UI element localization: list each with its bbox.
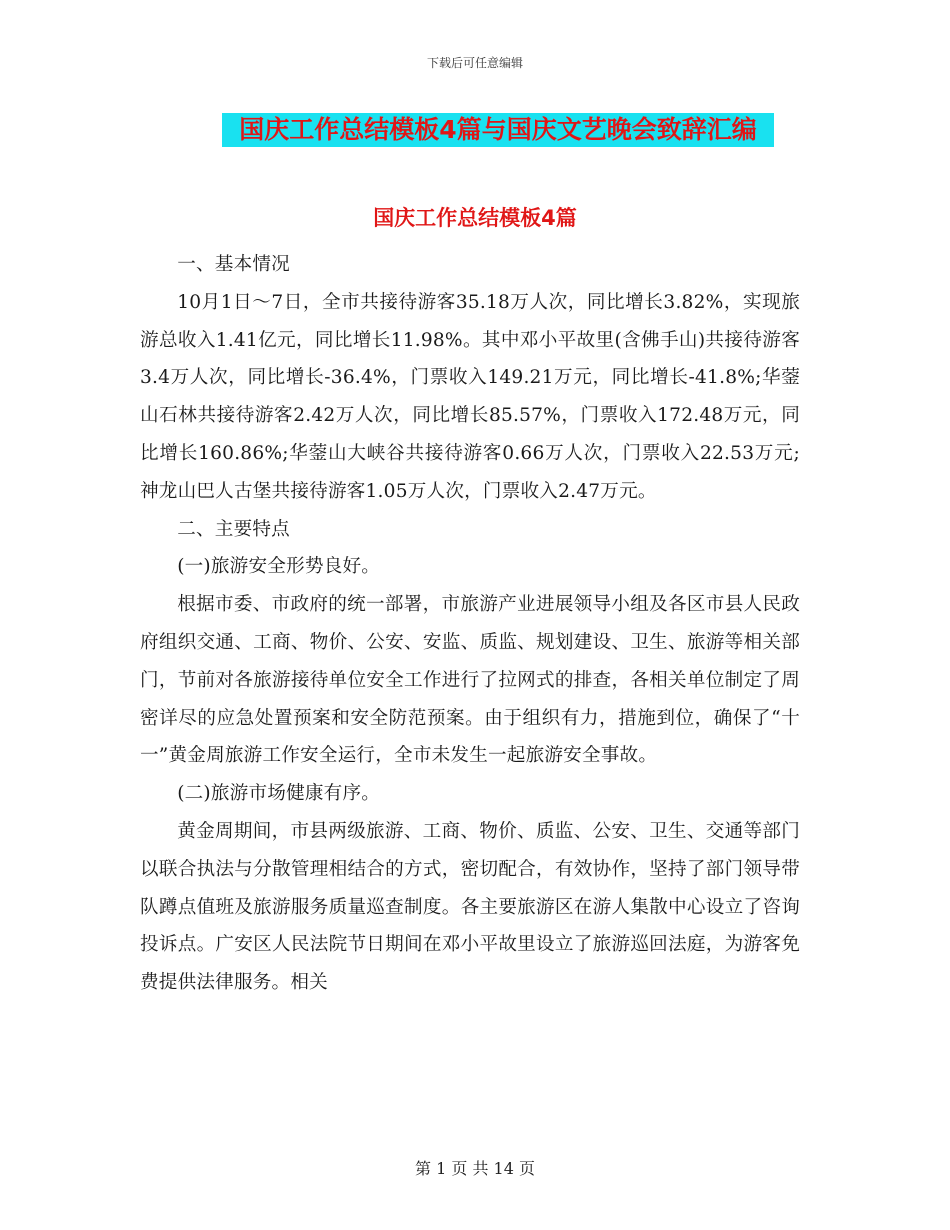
paragraph-market: 黄金周期间，市县两级旅游、工商、物价、质监、公安、卫生、交通等部门以联合执法与分散管理相结合的方式，密切配合，有效协作，坚持了部门领导带队蹲点值班及旅游服务质量巡查制度。各主要旅游区在游人集散中心设立了咨询投诉点。广安区人民法院节日期间在邓小平故里设立了旅游巡回法庭，为游客免费提供法律服务。相关 bbox=[140, 820, 800, 994]
subheading-market: (二)旅游市场健康有序。 bbox=[177, 783, 381, 805]
subheading-safety: (一)旅游安全形势良好。 bbox=[177, 556, 381, 578]
paragraph-safety: 根据市委、市政府的统一部署，市旅游产业进展领导小组及各区市县人民政府组织交通、工商、物价、公安、安监、质监、规划建设、卫生、旅游等相关部门，节前对各旅游接待单位安全工作进行了拉网式的排查，各相关单位制定了周密详尽的应急处置预案和安全防范预案。由于组织有力，措施到位，确保了“十一”黄金周旅游工作安全运行，全市未发生一起旅游安全事故。 bbox=[140, 594, 800, 767]
section-heading-features: 二、主要特点 bbox=[177, 518, 290, 540]
main-title-highlight bbox=[222, 113, 774, 147]
section-heading-basic: 一、基本情况 bbox=[177, 254, 290, 275]
main-title: 国庆工作总结模板4篇与国庆文艺晚会致辞汇编 bbox=[239, 115, 757, 144]
document-body bbox=[140, 246, 800, 1002]
sub-title: 国庆工作总结模板4篇 bbox=[373, 206, 577, 230]
page-header-note: 下载后可任意编辑 bbox=[426, 56, 523, 70]
paragraph-basic-stats: 10月1日～7日，全市共接待游客35.18万人次，同比增长3.82%，实现旅游总收入1.41亿元，同比增长11.98%。其中邓小平故里(含佛手山)共接待游客3.4万人次，同比增长-36.4%，门票收入149.21万元，同比增长-41.8%;华蓥山石林共接待游客2.42万人次，同比增长85.57%，门票收入172.48万元，同比增长160.86%;华蓥山大峡谷共接待游客0.66万人次，门票收入22.53万元;神龙山巴人古堡共接待游客1.05万人次，门票收入2.47万元。 bbox=[140, 291, 800, 502]
page-number-footer: 第 1 页 共 14 页 bbox=[415, 1159, 535, 1178]
